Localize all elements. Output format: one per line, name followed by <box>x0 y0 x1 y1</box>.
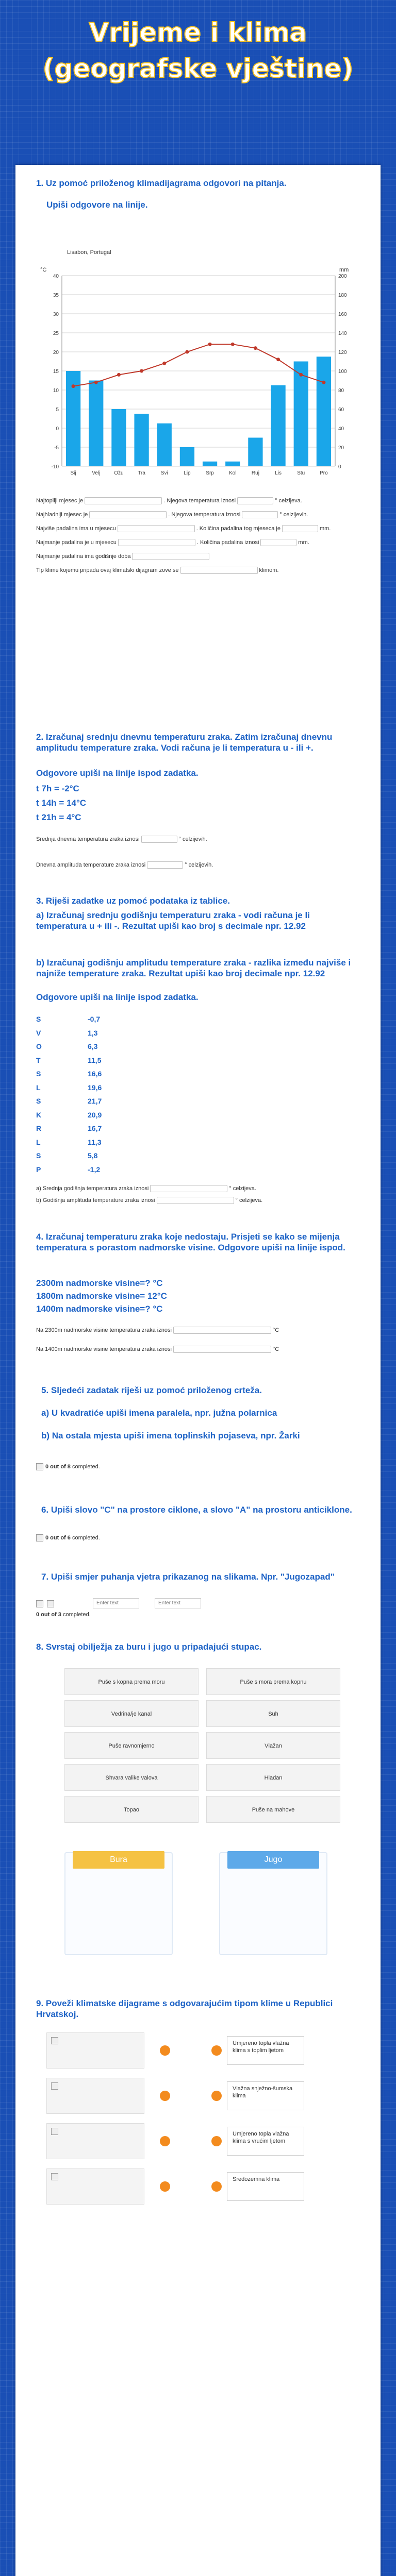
precipitation-bar <box>180 447 194 466</box>
q3-b: b) Izračunaj godišnju amplitudu temperature zraka - razlika između najviše i najniže temperature zraka. Rezultat upiši kao broj decimale npr. 12.92 <box>36 958 351 978</box>
temperature-line <box>73 344 324 386</box>
q4-blank-2[interactable] <box>173 1346 271 1353</box>
x-tick-label: Stu <box>297 470 305 476</box>
y2-tick-label: 200 <box>338 274 347 279</box>
q8-draggable-item[interactable]: Puše ravnomjerno <box>64 1732 199 1759</box>
precipitation-bar <box>111 409 126 466</box>
q4-line-2: 1800m nadmorske visine= 12°C <box>36 1291 167 1301</box>
x-tick-label: Sij <box>70 470 76 476</box>
q3-table-row <box>36 1083 102 1092</box>
q3-temperature-value: 21,7 <box>88 1097 102 1105</box>
temperature-point <box>140 369 143 373</box>
x-tick-label: Lis <box>275 470 282 476</box>
page-title-line1: Vrijeme i klima <box>89 18 307 47</box>
q9-climate-type: Umjereno topla vlažna klima s toplim ljetom <box>227 2036 304 2065</box>
jugo-drop-zone[interactable] <box>219 1852 327 1955</box>
jugo-label: Jugo <box>227 1851 319 1869</box>
q1-title: 1. Uz pomoć priloženog klimadijagrama odgovori na pitanja. <box>36 178 287 188</box>
q9-left-connector[interactable] <box>160 2136 170 2146</box>
q9-left-connector[interactable] <box>160 2091 170 2101</box>
q5-a: a) U kvadratiće upiši imena paralela, npr. južna polarnica <box>41 1408 277 1418</box>
q3-blank-a[interactable] <box>150 1185 227 1192</box>
y-tick-label: 40 <box>53 274 59 279</box>
q5-score: 0 out of 8 completed. <box>36 1463 100 1470</box>
x-tick-label: Velj <box>92 470 101 476</box>
q2-title: 2. Izračunaj srednju dnevnu temperaturu zraka. Zatim izračunaj dnevnu amplitudu temperature zraka. Vodi računa je li temperatura u - ili +. <box>36 732 333 753</box>
q1-blank-4[interactable] <box>242 511 278 518</box>
q1-blank-8[interactable] <box>260 539 296 546</box>
q8-draggable-item[interactable]: Puše na mahove <box>206 1796 340 1823</box>
y2-tick-label: 80 <box>338 388 344 394</box>
q3-table-row <box>36 1056 101 1064</box>
y2-axis-label: mm <box>339 267 349 273</box>
q2-row-2: Dnevna amplituda temperature zraka iznosi ° celzijevih. <box>36 862 213 868</box>
q3-answer-a: a) Srednja godišnja temperatura zraka iznosi ° celzijeva. <box>36 1185 256 1192</box>
y2-tick-label: 40 <box>338 426 344 432</box>
x-tick-label: Kol <box>229 470 237 476</box>
q3-temperature-value: 11,5 <box>88 1056 102 1064</box>
q2-note: Odgovore upiši na linije ispod zadatka. <box>36 768 199 778</box>
q3-table-row <box>36 1015 100 1023</box>
q3-temperature-value: 19,6 <box>88 1083 102 1092</box>
q1-answers: Najtopliji mjesec je . Njegova temperatura iznosi ° celzijeva. Najhladniji mjesec je . Njegova temperatura iznosi ° celzijevih. Najviše padalina ima u mjesecu . Količina padalina tog mjeseca je mm. Najmanje padalina je u mjesecu . Količina padalina iznosi mm. Najmanje padalina ima godišnje doba Tip klime kojemu pripada ovaj klimatski dijagram zove se klimom. <box>36 498 331 573</box>
x-tick-label: Svi <box>160 470 168 476</box>
q2-value-2: t 14h = 14°C <box>36 798 87 808</box>
y-tick-label: 0 <box>56 426 59 432</box>
temperature-point <box>94 381 98 384</box>
temperature-point <box>322 381 325 384</box>
y2-tick-label: 120 <box>338 350 347 355</box>
y2-tick-label: 160 <box>338 312 347 317</box>
q8-draggable-item[interactable]: Vedrina/je kanal <box>64 1700 199 1727</box>
precipitation-bar <box>89 381 103 467</box>
q3-temperature-value: 16,6 <box>88 1070 102 1078</box>
q8-draggable-item[interactable]: Topao <box>64 1796 199 1823</box>
precipitation-bar <box>157 423 172 466</box>
q9-climate-diagram-slot <box>46 2078 144 2114</box>
climate-chart <box>36 245 356 487</box>
y-tick-label: 35 <box>53 293 59 298</box>
precipitation-bar <box>134 414 148 466</box>
q3-month-letter: T <box>36 1056 41 1064</box>
x-tick-label: Pro <box>320 470 328 476</box>
temperature-point <box>162 362 166 365</box>
y-tick-label: 20 <box>53 350 59 355</box>
q1-blank-9[interactable] <box>132 553 209 560</box>
q9-climate-type: Sredozemna klima <box>227 2172 304 2201</box>
climate-chart-svg <box>36 245 356 487</box>
y-tick-label: -10 <box>51 464 59 470</box>
q7-score: 0 out of 3 completed. <box>36 1612 91 1618</box>
q9-right-connector[interactable] <box>211 2091 222 2101</box>
q1-blank-10[interactable] <box>180 567 258 574</box>
q3-month-letter: S <box>36 1151 41 1160</box>
precipitation-bar <box>317 357 331 466</box>
wind-image-icon <box>47 1600 54 1607</box>
precipitation-bar <box>225 462 240 466</box>
q3-table-row <box>36 1151 97 1160</box>
page-title <box>0 14 396 87</box>
q1-subtitle: Upiši odgovore na linije. <box>46 200 148 210</box>
q4-line-3: 1400m nadmorske visine=? °C <box>36 1304 163 1314</box>
q2-value-3: t 21h = 4°C <box>36 812 81 822</box>
bura-drop-zone[interactable] <box>64 1852 173 1955</box>
temperature-point <box>185 350 189 354</box>
y-tick-label: 10 <box>53 388 59 394</box>
q3-title: 3. Riješi zadatke uz pomoć podataka iz tablice. <box>36 896 230 906</box>
y2-tick-label: 60 <box>338 407 344 413</box>
q3-table-row <box>36 1124 102 1132</box>
y2-tick-label: 0 <box>338 464 341 470</box>
worksheet-sheet <box>15 165 381 2576</box>
q9-right-connector[interactable] <box>211 2136 222 2146</box>
y-axis-label: °C <box>40 267 47 273</box>
q5-b: b) Na ostala mjesta upiši imena toplinskih pojaseva, npr. Žarki <box>41 1431 300 1440</box>
q2-row-1: Srednja dnevna temperatura zraka iznosi ° celzijevih. <box>36 836 207 842</box>
q3-month-letter: S <box>36 1097 41 1105</box>
q7-input-2[interactable]: Enter text <box>155 1598 201 1608</box>
climate-diagram-icon <box>51 2128 58 2135</box>
q1-blank-2[interactable] <box>237 497 273 504</box>
x-tick-label: Ožu <box>114 470 124 476</box>
climate-diagram-icon <box>51 2082 58 2090</box>
q8-draggable-item[interactable]: Shvara valike valova <box>64 1764 199 1791</box>
q8-draggable-item[interactable]: Puše s mora prema kopnu <box>206 1668 340 1695</box>
q3-month-letter: P <box>36 1165 41 1174</box>
q9-title: 9. Poveži klimatske dijagrame s odgovarajućim tipom klime u Republici Hrvatskoj. <box>36 1998 333 2019</box>
q3-table-row <box>36 1165 100 1174</box>
q3-table-row <box>36 1070 102 1078</box>
q3-note: Odgovore upiši na linije ispod zadatka. <box>36 992 199 1002</box>
precipitation-bar <box>294 362 308 467</box>
bura-label: Bura <box>73 1851 164 1869</box>
q8-draggable-item[interactable]: Puše s kopna prema moru <box>64 1668 199 1695</box>
q3-temperature-value: 20,9 <box>88 1110 102 1119</box>
q6-score: 0 out of 6 completed. <box>36 1534 100 1541</box>
q3-temperature-value: -1,2 <box>88 1165 101 1174</box>
x-tick-label: Srp <box>206 470 214 476</box>
q4-line-1: 2300m nadmorske visine=? °C <box>36 1278 163 1288</box>
q5-title: 5. Sljedeći zadatak riješi uz pomoć priloženog crteža. <box>41 1385 262 1395</box>
y2-tick-label: 180 <box>338 293 347 298</box>
q3-month-letter: L <box>36 1138 41 1146</box>
q4-title: 4. Izračunaj temperaturu zraka koje nedostaju. Prisjeti se kako se mijenja temperatura s porastom nadmorske visine. Odgovore upiši na linije ispod. <box>36 1232 345 1252</box>
q3-a: a) Izračunaj srednju godišnju temperaturu zraka - vodi računa je li temperatura u + ili -. Rezultat upiši kao broj s decimale npr. 12.92 <box>36 910 310 931</box>
temperature-point <box>276 358 280 361</box>
q8-draggable-item[interactable]: Suh <box>206 1700 340 1727</box>
y-tick-label: 5 <box>56 407 59 413</box>
q3-table-row <box>36 1111 102 1119</box>
temperature-point <box>117 373 121 377</box>
q9-left-connector[interactable] <box>160 2181 170 2192</box>
q3-temperature-value: 1,3 <box>88 1028 98 1037</box>
q3-temperature-value: 6,3 <box>88 1042 98 1050</box>
q3-table-row <box>36 1029 97 1037</box>
q9-climate-type: Umjereno topla vlažna klima s vrućim ljetom <box>227 2127 304 2156</box>
x-tick-label: Lip <box>184 470 191 476</box>
y2-tick-label: 20 <box>338 445 344 451</box>
y-tick-label: 15 <box>53 369 59 375</box>
q9-climate-diagram-slot <box>46 2168 144 2205</box>
q3-table-row <box>36 1138 101 1146</box>
q2-value-1: t 7h = -2°C <box>36 784 79 793</box>
q3-month-letter: S <box>36 1070 41 1078</box>
precipitation-bar <box>271 385 285 466</box>
q4-answer-1: Na 2300m nadmorske visine temperatura zraka iznosi °C <box>36 1327 279 1333</box>
x-tick-label: Tra <box>138 470 145 476</box>
q1-blank-6[interactable] <box>282 525 318 532</box>
climate-diagram-icon <box>51 2037 58 2044</box>
y-tick-label: 30 <box>53 312 59 317</box>
page-title-line2: (geografske vještine) <box>42 54 354 83</box>
q3-month-letter: K <box>36 1110 42 1119</box>
precipitation-bar <box>203 462 217 466</box>
q1-blank-7[interactable] <box>118 539 195 546</box>
q2-blank-2[interactable] <box>147 861 183 869</box>
temperature-point <box>231 343 235 346</box>
q3-answer-b: b) Godišnja amplituda temperature zraka iznosi ° celzijeva. <box>36 1197 263 1204</box>
q9-climate-diagram-slot <box>46 2123 144 2159</box>
chart-title: Lisabon, Portugal <box>67 249 111 256</box>
q3-month-letter: O <box>36 1042 42 1050</box>
q3-month-letter: V <box>36 1028 41 1037</box>
q4-blank-1[interactable] <box>173 1327 271 1334</box>
y-tick-label: -5 <box>54 445 59 451</box>
q1-blank-5[interactable] <box>118 525 195 532</box>
q3-blank-b[interactable] <box>157 1197 234 1204</box>
q3-table-row <box>36 1042 97 1050</box>
temperature-point <box>72 384 75 388</box>
q8-draggable-item[interactable]: Vlažan <box>206 1732 340 1759</box>
q3-month-letter: L <box>36 1083 41 1092</box>
q1-blank-3[interactable] <box>89 511 167 518</box>
q3-temperature-value: 11,3 <box>88 1138 102 1146</box>
y2-tick-label: 100 <box>338 369 347 375</box>
broken-image-icon <box>36 1463 43 1470</box>
temperature-point <box>254 346 257 350</box>
q3-temperature-value: 16,7 <box>88 1124 102 1132</box>
q3-month-letter: R <box>36 1124 42 1132</box>
q9-left-connector[interactable] <box>160 2045 170 2056</box>
q8-draggable-item[interactable]: Hladan <box>206 1764 340 1791</box>
q3-table-row <box>36 1097 102 1105</box>
broken-image-icon <box>36 1534 43 1541</box>
q6-title: 6. Upiši slovo "C" na prostore ciklone, a slovo "A" na prostoru anticiklone. <box>41 1505 352 1515</box>
precipitation-bar <box>248 438 262 467</box>
q7-input-1[interactable]: Enter text <box>93 1598 139 1608</box>
q7-images <box>36 1600 56 1607</box>
q3-temperature-value: -0,7 <box>88 1015 101 1023</box>
temperature-point <box>208 343 212 346</box>
q8-title: 8. Svrstaj obilježja za buru i jugo u pripadajući stupac. <box>36 1642 262 1652</box>
q3-temperature-value: 5,8 <box>88 1151 98 1160</box>
q1-blank-1[interactable] <box>85 497 162 504</box>
wind-image-icon <box>36 1600 43 1607</box>
q4-answer-2: Na 1400m nadmorske visine temperatura zraka iznosi °C <box>36 1346 279 1352</box>
x-tick-label: Ruj <box>251 470 259 476</box>
q9-climate-diagram-slot <box>46 2032 144 2069</box>
q9-climate-type: Vlažna snježno-šumska klima <box>227 2081 304 2110</box>
q7-title: 7. Upiši smjer puhanja vjetra prikazanog na slikama. Npr. "Jugozapad" <box>41 1572 335 1582</box>
q9-right-connector[interactable] <box>211 2045 222 2056</box>
temperature-point <box>299 373 303 377</box>
y2-tick-label: 140 <box>338 331 347 336</box>
q2-blank-1[interactable] <box>141 836 177 843</box>
q3-month-letter: S <box>36 1015 41 1023</box>
climate-diagram-icon <box>51 2173 58 2180</box>
y-tick-label: 25 <box>53 331 59 336</box>
q9-right-connector[interactable] <box>211 2181 222 2192</box>
